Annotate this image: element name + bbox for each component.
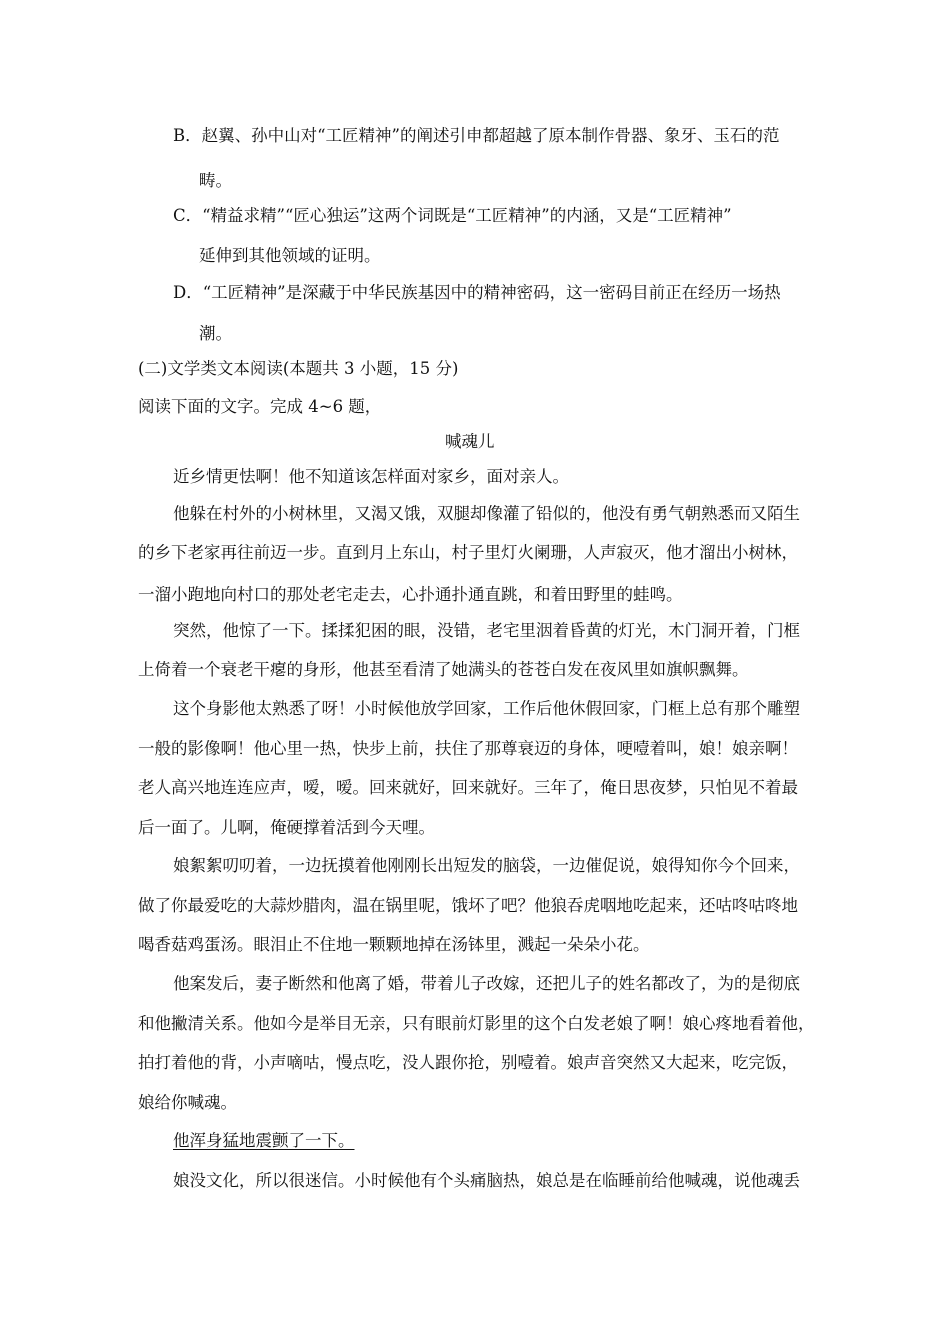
option-c-line1: C．“精益求精”“匠心独运”这两个词既是“工匠精神”的内涵，又是“工匠精神” — [173, 206, 732, 225]
story-title: 喊魂儿 — [445, 432, 495, 451]
story-line: 做了你最爱吃的大蒜炒腊肉，温在锅里呢，饿坏了吧？他狼吞虎咽地吃起来，还咕咚咕咚地 — [138, 896, 798, 915]
story-line: 老人高兴地连连应声，嗳，嗳。回来就好，回来就好。三年了，俺日思夜梦，只怕见不着最 — [138, 778, 798, 797]
section-heading: (二)文学类文本阅读(本题共 3 小题，15 分) — [138, 359, 459, 378]
option-d-line2: 潮。 — [199, 324, 232, 343]
story-line: 他躲在村外的小树林里，又渴又饿，双腿却像灌了铅似的，他没有勇气朝熟悉而又陌生 — [173, 504, 800, 523]
story-line: 拍打着他的背，小声嘀咕，慢点吃，没人跟你抢，别噎着。娘声音突然又大起来，吃完饭， — [138, 1053, 798, 1072]
story-line: 和他撇清关系。他如今是举目无亲，只有眼前灯影里的这个白发老娘了啊！娘心疼地看着他， — [138, 1014, 815, 1033]
story-line: 近乡情更怯啊！他不知道该怎样面对家乡，面对亲人。 — [173, 467, 569, 486]
story-line: 娘给你喊魂。 — [138, 1093, 237, 1112]
story-line: 一溜小跑地向村口的那处老宅走去，心扑通扑通直跳，和着田野里的蛙鸣。 — [138, 585, 683, 604]
story-line: 他案发后，妻子断然和他离了婚，带着儿子改嫁，还把儿子的姓名都改了，为的是彻底 — [173, 974, 800, 993]
story-line: 娘没文化，所以很迷信。小时候他有个头痛脑热，娘总是在临睡前给他喊魂，说他魂丢 — [173, 1171, 800, 1190]
story-line: 上倚着一个衰老干瘪的身形，他甚至看清了她满头的苍苍白发在夜风里如旗帜飘舞。 — [138, 660, 749, 679]
story-line: 一般的影像啊！他心里一热，快步上前，扶住了那尊衰迈的身体，哽噎着叫，娘！娘亲啊！ — [138, 739, 798, 758]
option-d-line1: D．“工匠精神”是深藏于中华民族基因中的精神密码，这一密码目前正在经历一场热 — [173, 283, 781, 302]
story-line-underlined: 他浑身猛地震颤了一下。 — [173, 1131, 355, 1150]
option-c-line2: 延伸到其他领域的证明。 — [199, 246, 381, 265]
section-instruction: 阅读下面的文字。完成 4~6 题， — [138, 397, 382, 416]
story-line: 娘絮絮叨叨着，一边抚摸着他刚刚长出短发的脑袋，一边催促说，娘得知你今个回来， — [173, 856, 800, 875]
story-line: 喝香菇鸡蛋汤。眼泪止不住地一颗颗地掉在汤钵里，溅起一朵朵小花。 — [138, 935, 650, 954]
option-b-line1: B．赵翼、孙中山对“工匠精神”的阐述引申都超越了原本制作骨器、象牙、玉石的范 — [173, 126, 780, 145]
option-b-line2: 畴。 — [199, 171, 232, 190]
story-line: 突然，他惊了一下。揉揉犯困的眼，没错，老宅里洇着昏黄的灯光，木门洞开着，门框 — [173, 621, 800, 640]
story-line: 后一面了。儿啊，俺硬撑着活到今天哩。 — [138, 818, 435, 837]
story-line: 这个身影他太熟悉了呀！小时候他放学回家，工作后他休假回家，门框上总有那个雕塑 — [173, 699, 800, 718]
story-line: 的乡下老家再往前迈一步。直到月上东山，村子里灯火阑珊，人声寂灭，他才溜出小树林， — [138, 543, 798, 562]
